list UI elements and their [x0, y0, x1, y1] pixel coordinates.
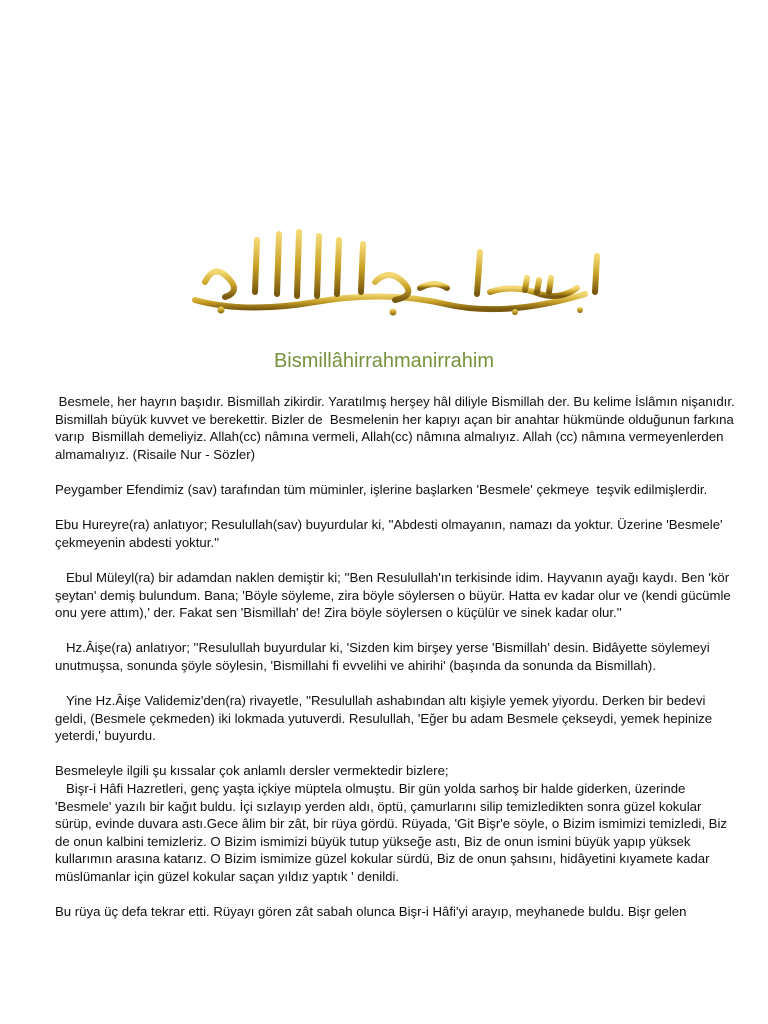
paragraph: Besmeleyle ilgili şu kıssalar çok anlamlı dersler vermektedir bizlere; — [55, 763, 449, 779]
paragraph: Bişr-i Hâfi Hazretleri, genç yaşta içkiye müptela olmuştu. Bir gün yolda sarhoş bir halde giderken, üzerinde 'Besmele' yazılı bir kağıt buldu. İçi sızlayıp yerden aldı, öptü, çamurlarını silip temizledikten sonra güzel kokular sürüp, evinde duvara astı.Gece âlim bir zât, bir rüya gördü. Rüyada, 'Git Bişr'e söyle, o Bizim ismimizi temizledi, Biz de onun kalbini temizleriz. O Bizim ismimizi büyük tutup yükseğe astı, Biz de onun ismini büyük yapıp yüksek kullarımın arasına katarız. O Bizim ismimize güzel kokular sürdü, Biz de onun şahsını, hidâyetini kıyamete kadar müslümanlar için güzel kokular saçan yıldız yaptık ' denildi. — [55, 781, 731, 885]
document-body — [55, 393, 739, 938]
page-title: Bismillâhirrahmanirrahim — [273, 350, 495, 372]
paragraph: Peygamber Efendimiz (sav) tarafından tüm müminler, işlerine başlarken 'Besmele' çekmeye teşvik edilmişlerdir. — [55, 481, 708, 497]
paragraph: Hz.Âişe(ra) anlatıyor; ''Resulullah buyurdular ki, 'Sizden kim birşey yerse 'Bismillah' desin. Bidâyette söylemeyi unutmuşsa, sonunda şöyle söylesin, 'Bismillahi fi evvelihi ve ahirihi' (başında da sonunda da Bismillah). — [55, 640, 714, 673]
paragraph: Bu rüya üç defa tekrar etti. Rüyayı gören zât sabah olunca Bişr-i Hâfi'yi arayıp, meyhanede buldu. Bişr gelen — [55, 904, 687, 920]
paragraph: Yine Hz.Âişe Validemiz'den(ra) rivayetle, ''Resulullah ashabından altı kişiyle yemek yiyordu. Derken bir bedevi geldi, (Besmele çekmeden) iki lokmada yutuverdi. Resulullah, 'Eğer bu adam Besmele çekseydi, yemek hepinize yeterdi,' buyurdu. — [55, 693, 716, 744]
basmala-calligraphy-icon — [185, 222, 610, 324]
paragraph: Ebul Müleyl(ra) bir adamdan naklen demiştir ki; ''Ben Resulullah'ın terkisinde idim. Hayvanın ayağı kaydı. Ben 'kör şeytan' demiş bulundum. Bana; 'Böyle söyleme, zira böyle söylersen o büyür. Hatta ev kadar olur ve (kendi gücümle onu yere attım),' der. Fakat sen 'Bismillah' de! Zira böyle söylersen o küçülür ve sinek kadar olur.'' — [55, 569, 735, 621]
paragraph: Besmele, her hayrın başıdır. Bismillah zikirdir. Yaratılmış herşey hâl diliyle Bismillah der. Bu kelime İslâmın nişanıdır. Bismillah büyük kuvvet ve berekettir. Bizler de Besmelenin her kapıyı açan bir anahtar hükmünde olduğunun farkına varıp Bismillah demeliyiz. Allah(cc) nâmına vermeli, Allah(cc) nâmına almalıyız. Allah (cc) nâmına vermeyenlerden almamalıyız. (Risaile Nur - Sözler) — [55, 394, 739, 462]
paragraph: Ebu Hureyre(ra) anlatıyor; Resulullah(sav) buyurdular ki, ''Abdesti olmayanın, namazı da yoktur. Üzerine 'Besmele' çekmeyenin abdesti yoktur.'' — [55, 517, 727, 550]
